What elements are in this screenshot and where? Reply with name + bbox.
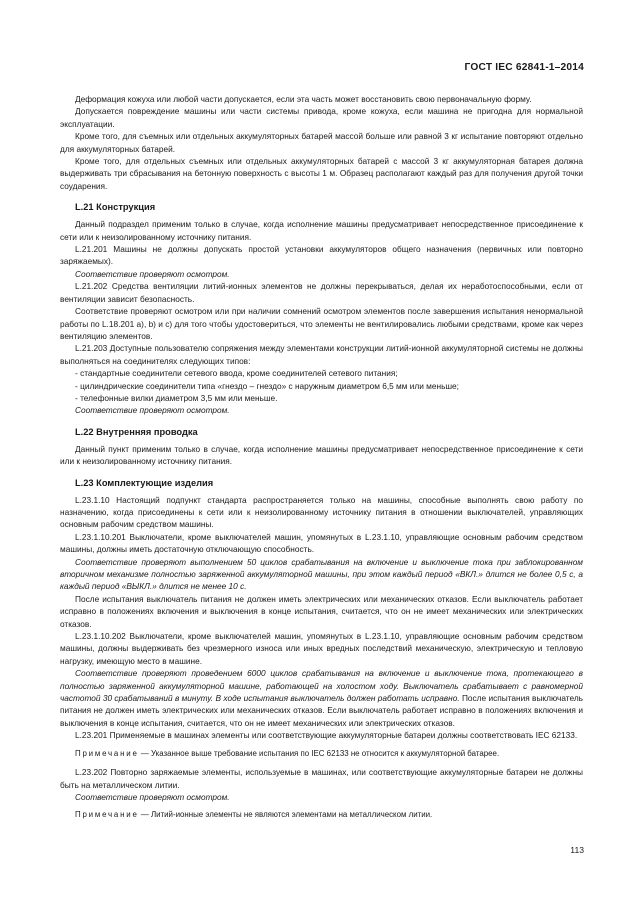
compliance-note: Соответствие проверяют осмотром. (75, 791, 230, 802)
paragraph: Данный подраздел применим только в случае, когда исполнение машины предусматривает непосредственное присоединение к сети или к неизолированному источнику питания. (60, 219, 583, 242)
standard-header: ГОСТ IEC 62841-1–2014 (464, 62, 584, 73)
paragraph: L.23.201 Применяемые в машинах элементы или соответствующие аккумуляторные батареи должны соответствовать IEC 62133. (75, 730, 578, 741)
paragraph: Данный пункт применим только в случае, когда исполнение машины предусматривает непосредственное присоединение к сети или к неизолированному источнику питания. (60, 443, 583, 467)
compliance-note: Соответствие проверяют выполнением 50 циклов срабатывания на включение и выключение тока при заблокированном вторичном механизме полностью заряженной аккумуляторной машины, при этом каждый период «ВКЛ.» длится не более 0,5 с, а каждый период «ВЫКЛ.» длится не менее 10 с. (60, 556, 583, 592)
compliance-note: Соответствие проверяют проведением 6000 циклов срабатывания на включение и выключение тока, протекающего в полностью заряженной аккумуляторной машине, работающей на холостом ходу. Выключатель срабатывает с равномерной частотой 30 срабатываний в минуту. В ходе испытания выключатель должен работать исправно. (60, 668, 583, 704)
list-item: - стандартные соединители сетевого ввода, кроме соединителей сетевого питания; (75, 368, 398, 379)
note-label: Примечание (75, 748, 139, 758)
paragraph: Соответствие проверяют осмотром или при наличии сомнений осмотром элементов после завершения испытания ненормальной работы по L.18.201 a), b) и c) для того чтобы удостовериться, что элементы не вентилировались любыми средствами, кроме как через вентиляцию элементов. (60, 306, 583, 341)
paragraph: После испытания выключатель питания не должен иметь электрических или механических отказов. Если выключатель работает исправно в положениях включения и выключения в конце испытания, считается, что он не имеет механических или электрических отказов. (60, 593, 583, 629)
note-text: — Литий-ионные элементы не являются элементами на металлическом литии. (138, 810, 433, 820)
paragraph: L.21.202 Средства вентиляции литий-ионных элементов не должны перекрываться, делая их неработоспособными, если от вентиляции зависит безопасность. (60, 281, 583, 304)
note (60, 748, 583, 760)
paragraph: Кроме того, для отдельных съемных или отдельных аккумуляторных батарей с массой 3 кг аккумуляторная батарея должна выдерживать три сбрасывания на бетонную поверхность с высоты 1 м. Образец располагают каждый раз для получения другой точки соударения. (60, 156, 583, 191)
paragraph: Допускается повреждение машины или части системы привода, кроме кожуха, если машина не пригодна для нормальной эксплуатации. (60, 106, 583, 129)
note-text: — Указанное выше требование испытания по IEC 62133 не относится к аккумуляторной батарее. (138, 748, 500, 758)
section-heading-l21: L.21 Конструкция (75, 202, 156, 213)
paragraph: Деформация кожуха или любой части допускается, если эта часть может восстановить свою первоначальную форму. (75, 94, 532, 104)
section-heading-l23: L.23 Комплектующие изделия (75, 477, 214, 488)
compliance-note: Соответствие проверяют осмотром. (75, 405, 230, 416)
compliance-paragraph (60, 667, 583, 729)
paragraph: Кроме того, для съемных или отдельных аккумуляторных батарей массой больше или равной 3 кг испытание повторяют отдельно для аккумуляторных батарей. (60, 131, 583, 154)
paragraph: L.21.201 Машины не должны допускать простой установки аккумуляторов общего назначения (первичных или повторно заряжаемых). (60, 244, 583, 267)
section-heading-l22: L.22 Внутренняя проводка (75, 426, 198, 437)
note-label: Примечание (75, 810, 139, 820)
compliance-note: Соответствие проверяют осмотром. (75, 268, 230, 279)
paragraph: L.23.1.10.202 Выключатели, кроме выключателей машин, упомянутых в L.23.1.10, управляющие основным рабочим средством машины, должны выдерживать без чрезмерного износа или иных вредных последствий механическую, электрическую и тепловую нагрузку, имеющую место в машине. (60, 631, 583, 666)
document-body (60, 93, 583, 828)
note (60, 809, 583, 821)
list-item: - телефонные вилки диаметром 3,5 мм или меньше. (75, 392, 278, 403)
compliance-tail: После испытания выключатель питания не должен иметь электрических или механических отказов. Если выключатель работает исправно в положениях включения и выключения в конце испытания, считается, что он не имеет механических или электрических отказов. (60, 693, 583, 728)
paragraph: L.21.203 Доступные пользователю сопряжения между элементами конструкции литий-ионной аккумуляторной системы не должны выполняться на соединителях следующих типов: (60, 343, 583, 366)
page-number: 113 (570, 845, 584, 855)
list-item: - цилиндрические соединители типа «гнездо – гнездо» с наружным диаметром 6,5 мм или меньше; (75, 380, 459, 391)
paragraph: L.23.202 Повторно заряжаемые элементы, используемые в машинах, или соответствующие аккумуляторные батареи не должны быть на металлическом литии. (60, 767, 583, 790)
paragraph: L.23.1.10 Настоящий подпункт стандарта распространяется только на машины, способные выполнять свою работу по назначению, когда присоединены к сети или к неизолированному источнику питания в отношении выключателей, управляющих основным рабочим средством машины. (60, 494, 583, 530)
paragraph: L.23.1.10.201 Выключатели, кроме выключателей машин, упомянутых в L.23.1.10, управляющие основным рабочим средством машины, должны иметь достаточную отключающую способность. (60, 531, 583, 555)
